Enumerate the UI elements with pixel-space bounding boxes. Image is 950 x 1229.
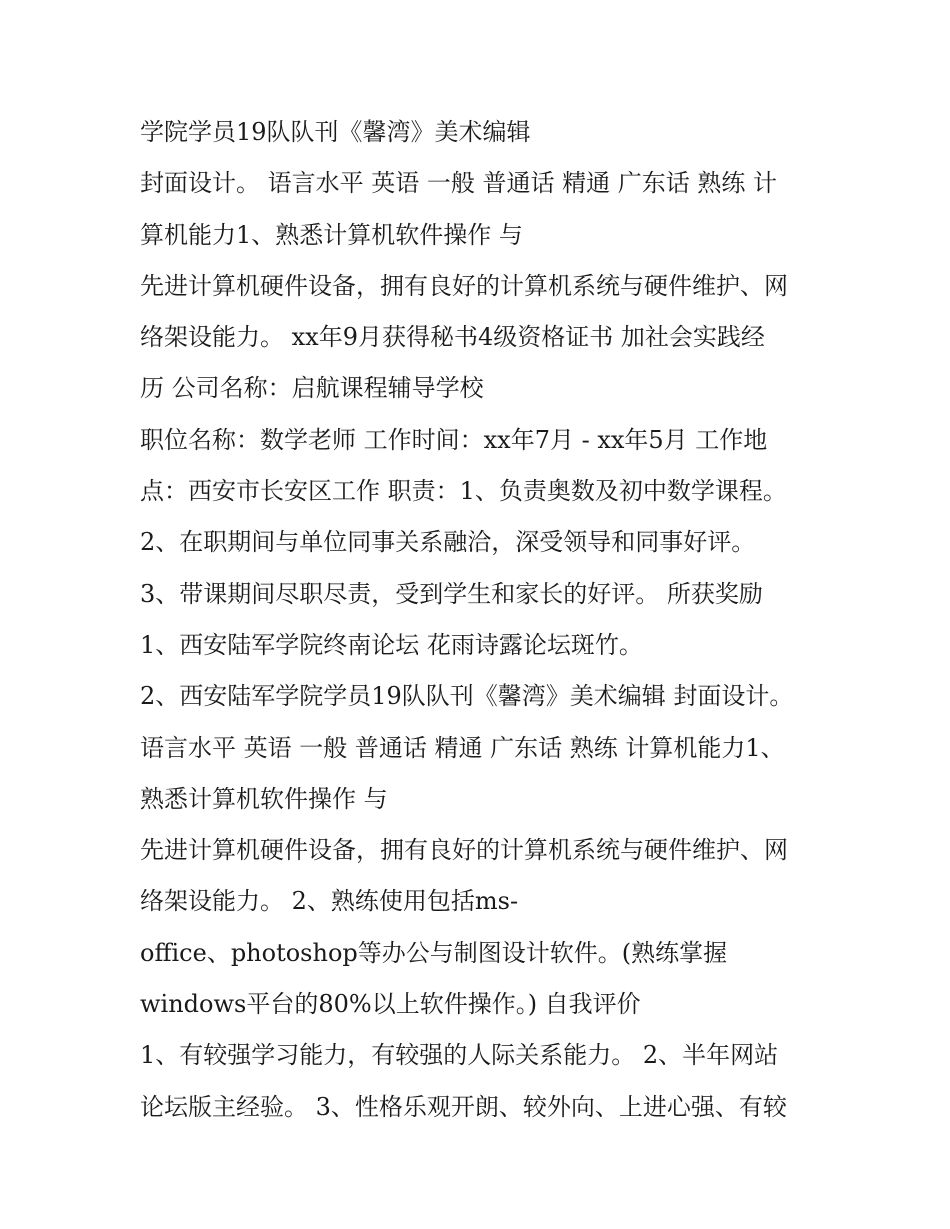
text-line: 3、带课期间尽职尽责，受到学生和家长的好评。 所获奖励 [140,579,763,608]
text-line: 2、在职期间与单位同事关系融洽，深受领导和同事好评。 [140,528,756,557]
text-line: 语言水平 英语 一般 普通话 精通 广东话 熟练 计算机能力1、 [140,733,785,762]
text-line: 络架设能力。 2、熟练使用包括ms- [140,887,519,916]
text-line: 历 公司名称：启航课程辅导学校 [140,374,484,403]
text-line: 1、有较强学习能力，有较强的人际关系能力。 2、半年网站 [140,1041,779,1070]
text-line: 职位名称：数学老师 工作时间：xx年7月 - xx年5月 工作地 [140,425,768,454]
text-line: 先进计算机硬件设备，拥有良好的计算机系统与硬件维护、网 [140,271,788,300]
text-line: 络架设能力。 xx年9月获得秘书4级资格证书 加社会实践经 [140,323,765,352]
text-line: 封面设计。 语言水平 英语 一般 普通话 精通 广东话 熟练 计 [140,169,778,198]
text-line: windows平台的80%以上软件操作。) 自我评价 [140,990,641,1019]
text-line: 熟悉计算机软件操作 与 [140,784,388,813]
text-line: 算机能力1、熟悉计算机软件操作 与 [140,220,523,249]
text-line: 学院学员19队队刊《馨湾》美术编辑 [140,118,531,146]
text-line: 论坛版主经验。 3、性格乐观开朗、较外向、上进心强、有较 [140,1092,787,1121]
text-line: 2、西安陆军学院学员19队队刊《馨湾》美术编辑 封面设计。 [140,682,794,711]
text-line: office、photoshop等办公与制图设计软件。(熟练掌握 [140,938,728,967]
text-line: 1、西安陆军学院终南论坛 花雨诗露论坛斑竹。 [140,630,643,659]
text-line: 点：西安市长安区工作 职责：1、负责奥数及初中数学课程。 [140,477,787,506]
text-line: 先进计算机硬件设备，拥有良好的计算机系统与硬件维护、网 [140,836,788,865]
document-body [140,107,830,1133]
